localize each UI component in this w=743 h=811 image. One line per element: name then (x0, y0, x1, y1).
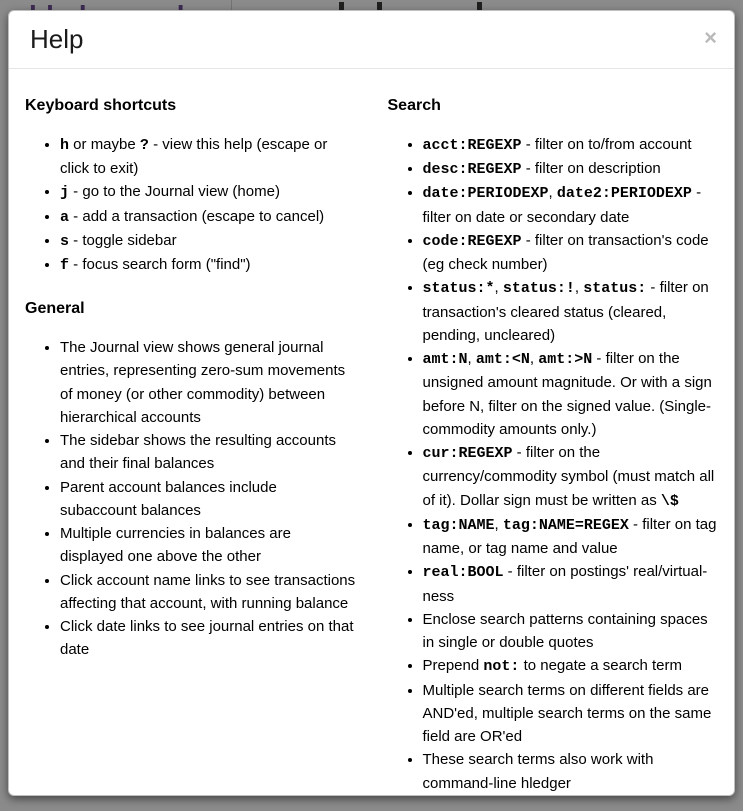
list-item (423, 347, 720, 441)
list-item (423, 276, 720, 347)
plain-text: - go to the Journal view (home) (69, 183, 280, 201)
code-text: tag:NAME=REGEX (502, 516, 629, 534)
plain-text: Enclose search patterns containing spaces in single or double quotes (422, 610, 708, 652)
list-item (423, 679, 720, 749)
plain-text: - filter on the currency/commodity symbol (must match all of it). Dollar sign must be written as (422, 444, 715, 509)
code-text: ? (139, 136, 149, 154)
code-text: j (60, 184, 70, 202)
list-item (423, 560, 720, 608)
plain-text: - view this help (escape or click to exit) (60, 135, 328, 178)
help-modal-body (9, 69, 734, 796)
list-item (60, 336, 357, 429)
plain-text: - filter on date or secondary date (422, 184, 702, 226)
plain-text: Multiple search terms on different fields are AND'ed, multiple search terms on the same field are OR'ed (422, 681, 712, 746)
list-item (60, 205, 357, 229)
list-item (60, 180, 357, 204)
list-item (423, 229, 720, 277)
plain-text: - filter on transaction's code (eg check number) (422, 231, 709, 274)
code-text: code:REGEXP (422, 232, 522, 250)
list-item (60, 429, 357, 476)
code-text: f (60, 257, 70, 275)
plain-text: - add a transaction (escape to cancel) (69, 207, 325, 225)
list-item (60, 253, 357, 277)
plain-text: Click account name links to see transactions affecting that account, with running balance (60, 571, 356, 612)
list-item (60, 569, 357, 616)
plain-text: , (494, 279, 503, 297)
plain-text: , (574, 279, 584, 297)
list-item (423, 133, 720, 157)
list-item (423, 441, 720, 513)
list-item (60, 476, 357, 523)
plain-text: , (494, 515, 503, 533)
list-item (423, 157, 720, 181)
general-list (24, 336, 357, 662)
list-item (60, 615, 357, 662)
help-modal-title: Help (30, 24, 84, 54)
plain-text: - focus search form ("find") (69, 256, 251, 274)
list-item (60, 522, 357, 569)
list-item (423, 748, 720, 795)
right-column (372, 74, 735, 796)
plain-text: Prepend (422, 657, 484, 675)
plain-text: These search terms also work with command-line hledger (422, 751, 654, 792)
code-text: desc:REGEXP (422, 161, 522, 179)
close-icon[interactable]: × (704, 25, 717, 50)
plain-text: - filter on the unsigned amount magnitude. Or with a sign before N, filter on the signed value. (Single-commodity amounts only.) (422, 350, 712, 438)
code-text: \$ (660, 492, 679, 510)
keyboard-shortcuts-list (24, 133, 357, 278)
plain-text: - filter on tag name, or tag name and value (422, 515, 717, 558)
help-modal (8, 10, 735, 796)
list-item (60, 229, 357, 253)
code-text: not: (483, 658, 520, 676)
plain-text: - filter on to/from account (521, 135, 692, 153)
plain-text: to negate a search term (519, 657, 682, 675)
code-text: status:* (422, 280, 495, 298)
code-text: date2:PERIODEXP (556, 185, 692, 203)
plain-text: The sidebar shows the resulting accounts and their final balances (60, 432, 336, 473)
plain-text: Click date links to see journal entries on that date (60, 618, 354, 659)
section-title-search: Search (387, 97, 441, 114)
code-text: a (60, 208, 70, 226)
plain-text: The Journal view shows general journal entries, representing zero-sum movements of money (or other commodity) between hierarchical accounts (60, 339, 346, 426)
list-item (423, 608, 720, 655)
list-item (423, 181, 720, 229)
code-text: status:! (502, 280, 575, 298)
code-text: tag:NAME (422, 516, 495, 534)
plain-text: - toggle sidebar (69, 231, 177, 249)
plain-text: - filter on postings' real/virtual-ness (422, 563, 708, 605)
plain-text: Multiple currencies in balances are displayed one above the other (60, 525, 291, 566)
code-text: amt:>N (538, 351, 593, 369)
code-text: cur:REGEXP (422, 445, 513, 463)
list-item (60, 133, 357, 181)
code-text: amt:<N (475, 351, 530, 369)
help-modal-header (9, 11, 734, 69)
plain-text: , (529, 350, 539, 368)
plain-text: - filter on description (521, 160, 661, 178)
code-text: real:BOOL (422, 564, 504, 582)
code-text: s (60, 232, 70, 250)
list-item (423, 654, 720, 678)
code-text: status: (583, 280, 647, 298)
section-title-keyboard-shortcuts: Keyboard shortcuts (25, 97, 177, 114)
plain-text: Parent account balances include subaccount balances (60, 478, 277, 519)
code-text: h (60, 136, 70, 154)
code-text: acct:REGEXP (422, 136, 522, 154)
section-title-general: General (25, 300, 85, 318)
plain-text: , (548, 184, 557, 202)
list-item (423, 513, 720, 561)
code-text: date:PERIODEXP (422, 185, 549, 203)
plain-text: or maybe (69, 135, 140, 153)
plain-text: , (467, 350, 476, 368)
search-list (387, 133, 720, 795)
left-column (9, 74, 372, 796)
plain-text: - filter on transaction's cleared status (cleared, pending, uncleared) (422, 279, 709, 344)
code-text: amt:N (422, 351, 468, 369)
